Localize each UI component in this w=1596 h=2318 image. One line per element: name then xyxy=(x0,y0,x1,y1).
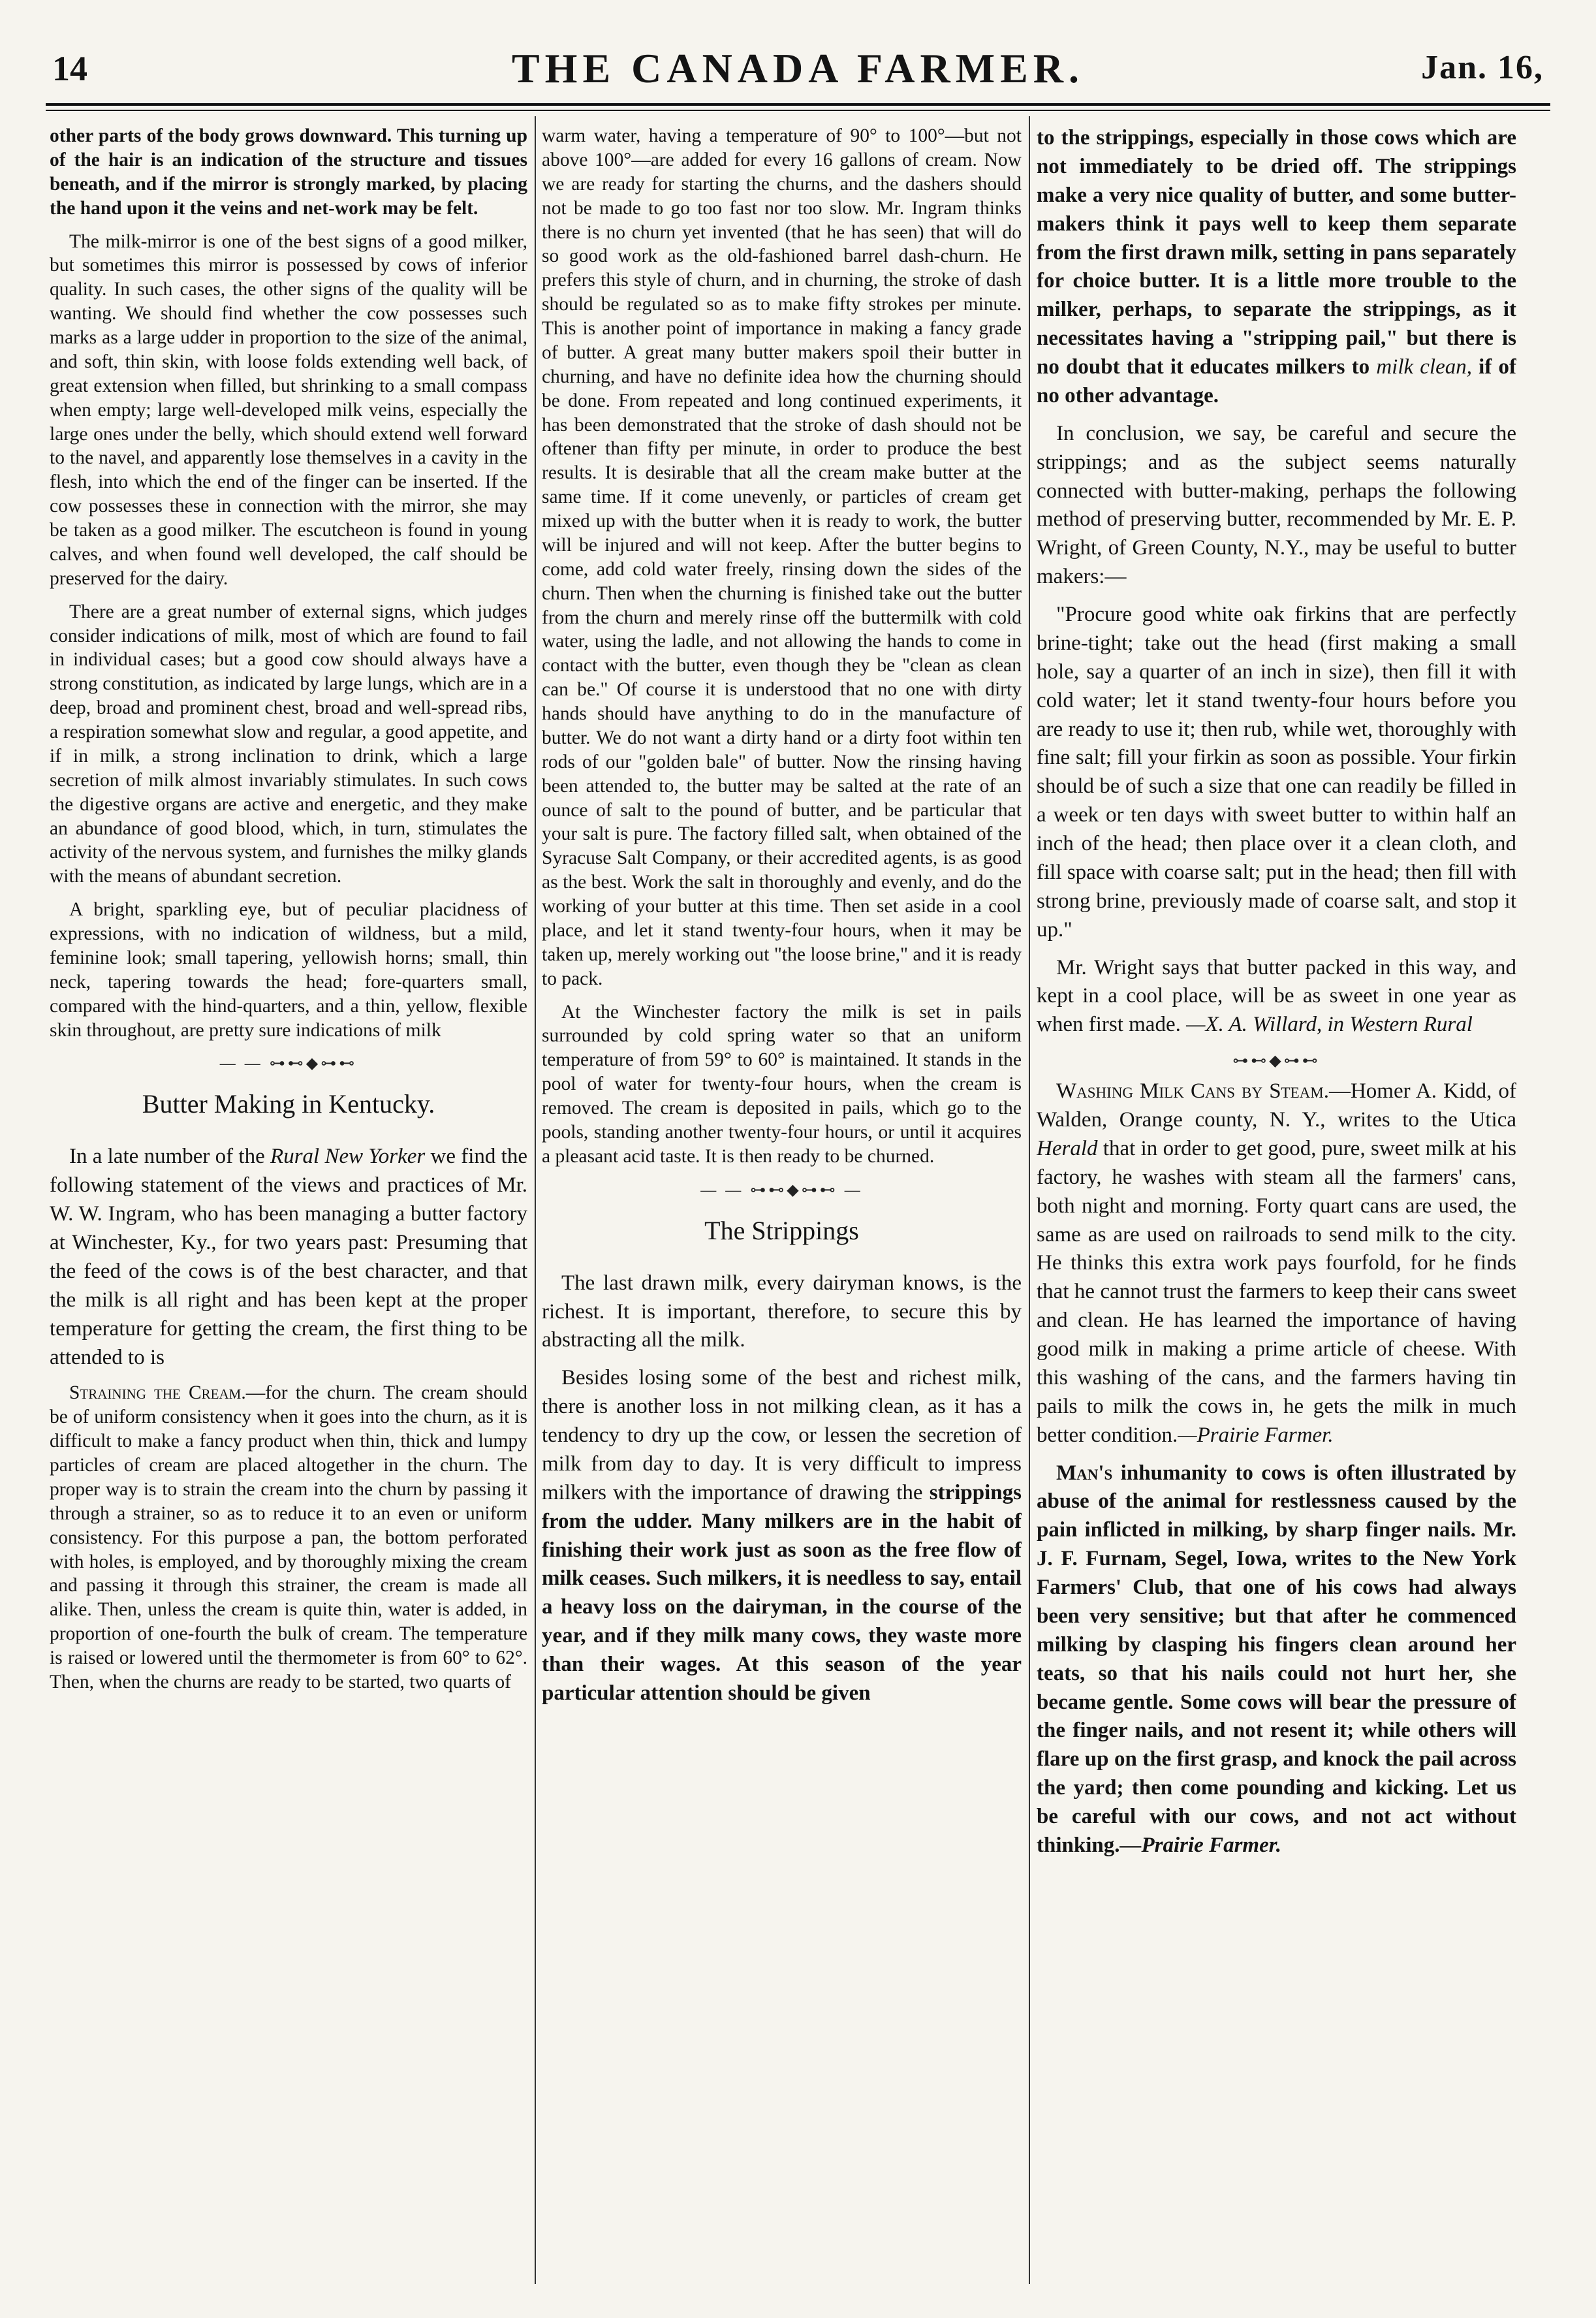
article-paragraph: Mr. Wright says that butter packed in this way, and kept in a cool place, will be as sweet in one year as when first made. —X. A. Willard, in Western Rural xyxy=(1037,955,1516,1037)
article-paragraph: to the strippings, especially in those cows which are not immediately to be dried off. The strippings make a very nice quality of butter, and some butter-makers think it pays well to keep them separate from the first drawn milk, setting in pans separately for choice butter. It is a little more trouble to the milker, perhaps, to separate the strippings, as it necessitates having a "stripping pail," but there is no doubt that it educates milkers to milk clean, if of no other advantage. xyxy=(1037,126,1516,407)
article-paragraph: The milk-mirror is one of the best signs of a good milker, but sometimes this mirror is possessed by cows of inferior quality. In such cases, the other signs of the quality will be wanting. We should find whether the cow possesses such marks as a large udder in proportion to the size of the animal, and soft, thin skin, with loose folds extending well back, of great extension when filled, but shrinking to a small compass when empty; large well-developed milk veins, especially the large ones under the belly, which should extend well forward to the navel, and apparently lose themselves in a cavity in the flesh, into which the end of the finger can be inserted. If the cow possesses these in connection with the mirror, she may be taken as a good milker. The escutcheon is found in young calves, and when found well developed, the calf should be preserved for the dairy. xyxy=(50,230,527,589)
column-divider xyxy=(1029,116,1030,2284)
column-2 xyxy=(542,124,1022,2279)
section-separator: — — ⊶⊷◆⊶⊷ — xyxy=(700,1181,863,1199)
article-paragraph: There are a great number of external signs, which judges consider indications of milk, most of which are found to fail in individual cases; but a good cow should always have a strong constitution, as indicated by large lungs, which are in a deep, broad and prominent chest, broad and well-spread ribs, a respiration somewhat slow and regular, a good appetite, and if in milk, a strong inclination to drink, which a large secretion of milk almost invariably stimulates. In such cows the digestive organs are active and energetic, and they make an abundance of good blood, which, in turn, stimulates the activity of the nervous system, and furnishes the milky glands with the means of abundant secretion. xyxy=(50,601,527,887)
source-credit: —Prairie Farmer. xyxy=(1119,1833,1282,1857)
section-separator: — — ⊶⊷◆⊶⊷ xyxy=(219,1055,358,1073)
article-paragraph: At the Winchester factory the milk is set in pails surrounded by cold spring water so that an uniform temperature of from 59° to 60° is maintained. It stands in the pool of water for twenty-four hours, when the cream is removed. The cream is deposited in pails, which go to the pools, standing another twenty-four hours, or until it acquires a pleasant acid taste. It is then ready to be churned. xyxy=(542,1001,1022,1167)
page-number: 14 xyxy=(52,49,87,88)
article-paragraph: Besides losing some of the best and richest milk, there is another loss in not milking clean, as it has a tendency to dry up the cow, or lessen the secretion of milk from day to day. It is very difficult to impress milkers with the importance of drawing the strippings from the udder. Many milkers are in the habit of finishing their work just as soon as the free flow of milk ceases. Such milkers, it is needless to say, entail a heavy loss on the dairyman, in the course of the year, and if they milk many cows, they waste more than their wages. At this season of the year particular attention should be given xyxy=(542,1366,1022,1705)
article-paragraph: A bright, sparkling eye, but of peculiar placidness of expressions, with no indication of wildness, but a mild, feminine look; small tapering, yellowish horns; small, thin neck, tapering towards the head; fore-quarters small, compared with the hind-quarters, and a thin, yellow, flexible skin throughout, are pretty sure indications of milk xyxy=(50,899,527,1041)
column-divider xyxy=(535,116,536,2284)
paragraph-lead: Man's xyxy=(1056,1461,1113,1485)
source-credit: —Prairie Farmer. xyxy=(1178,1423,1334,1447)
paragraph-lead: Straining the Cream. xyxy=(69,1382,246,1404)
article-heading: Butter Making in Kentucky. xyxy=(142,1089,435,1119)
article-paragraph: "Procure good white oak firkins that are perfectly brine-tight; take out the head (first making a small hole, say a quarter of an inch in size), then fill it with cold water; let it stand twenty-four hours before you are ready to use it; then rub, while wet, thoroughly with fine salt; fill your firkin as soon as possible. Your firkin should be of such a size that one can readily be filled in a week or ten days with sweet butter to within half an inch of the head; then place over it a clean cloth, and fill space with coarse salt; put in the head; then fill with strong brine, previously made of coarse salt, and stop it up." xyxy=(1037,603,1516,942)
paragraph-lead: Washing Milk Cans by Steam. xyxy=(1056,1079,1329,1103)
column-3 xyxy=(1037,124,1516,2279)
article-paragraph: Straining the Cream.—for the churn. The cream should be of uniform consistency when it goes into the churn, as it is difficult to make a fancy product when thin, thick and lumpy particles of cream are placed altogether in the churn. The proper way is to strain the cream into the churn by passing it through a strainer, so as to reduce it to an even or uniform consistency. For this purpose a pan, the bottom perforated with holes, is employed, and by thoroughly mixing the cream and passing it through this strainer, the cream is made all alike. Then, unless the cream is quite thin, water is added, in proportion of one-fourth the bulk of cream. The temperature is raised or lowered until the thermometer is from 60° to 62°. Then, when the churns are ready to be started, two quarts of xyxy=(50,1382,527,1692)
header-rule xyxy=(46,103,1550,111)
article-paragraph: warm water, having a temperature of 90° to 100°—but not above 100°—are added for every 16 gallons of cream. Now we are ready for starting the churns, and the dashers should not be made to go too fast nor too slow. Mr. Ingram thinks there is no churn yet invented (that he has seen) that will do so good work as the old-fashioned barrel dash-churn. He prefers this style of churn, and in churning, the stroke of dash should be regulated so as to make fifty strokes per minute. This is another point of importance in making a fancy grade of butter. A great many butter makers spoil their butter in churning, and have no definite idea how the churning should be done. From repeated and long continued experiments, it has been demonstrated that the stroke of dash should not be oftener than fifty per minute, in order to produce the best results. It is desirable that all the cream make butter at the same time. If it come unevenly, or particles of cream get mixed up with the butter when it is ready to work, the butter will be injured and will not keep. After the butter begins to come, add cold water freely, rinsing down the sides of the churn. Then when the churning is finished take out the butter from the churn and merely rinse off the buttermilk with cold water, using the ladle, and not allowing the hands to come in contact with the butter, even though they be "clean as clean can be." Of course it is understood that no one with dirty hands should have anything to do in the manufacture of butter. We do not want a dirty hand or a dirty foot within ten rods of our "golden bale" of butter. Now the rinsing having been attended to, the butter may be salted at the rate of an ounce of salt to the pound of butter, and be particular that your salt is pure. The factory filled salt, when obtained of the Syracuse Salt Company, or their accredited agents, is as good as the best. Work the salt in thoroughly and evenly, and do the working of your butter at this time. Then set aside in a cool place, and let it stand twenty-four hours, when it may be taken up, merely working out "the loose brine," and it is ready to pack. xyxy=(542,125,1022,989)
section-separator: ⊶⊷◆⊶⊷ xyxy=(1232,1053,1321,1070)
issue-date: Jan. 16, xyxy=(1421,49,1544,86)
article-paragraph: Man's inhumanity to cows is often illustrated by abuse of the animal for restlessness caused by the pain inflicted in milking, by sharp finger nails. Mr. J. F. Furnam, Segel, Iowa, writes to the New York Farmers' Club, that one of his cows had always been very sensitive; but that after he commenced milking by clasping his fingers clean around her teats, so that his nails could not hurt her, she became gentle. Some cows will bear the pressure of the finger nails, and not resent it; while others will flare up on the first grasp, and knock the pail across the yard; then come pounding and kicking. Let us be careful with our cows, and not act without thinking.—Prairie Farmer. xyxy=(1037,1461,1516,1857)
article-heading: The Strippings xyxy=(704,1215,859,1245)
article-paragraph: In conclusion, we say, be careful and secure the strippings; and as the subject seems naturally connected with butter-making, perhaps the following method of preserving butter, recommended by Mr. E. P. Wright, of Green County, N.Y., may be useful to butter makers:— xyxy=(1037,421,1516,589)
column-1 xyxy=(50,124,527,2279)
article-paragraph: other parts of the body grows downward. This turning up of the hair is an indication of the structure and tissues beneath, and if the mirror is strongly marked, by placing the hand upon it the veins and net-work may be felt. xyxy=(50,125,527,219)
article-paragraph: Washing Milk Cans by Steam.—Homer A. Kidd, of Walden, Orange county, N. Y., writes to the Utica Herald that in order to get good, pure, sweet milk at his factory, he washes with steam all the farmers' cans, both night and morning. Forty quart cans are used, the same as are used on railroads to send milk to the city. He thinks this extra work pays fourfold, for he finds that he cannot trust the farmers to keep their cans sweet and clean. He has learned the importance of having good milk in making a prime article of cheese. With this washing of the cans, and the farmers having tin pails to milk the cows in, he gets the milk in much better condition.—Prairie Farmer. xyxy=(1037,1079,1516,1447)
article-paragraph: The last drawn milk, every dairyman knows, is the richest. It is important, therefore, to secure this by abstracting all the milk. xyxy=(542,1271,1022,1352)
article-paragraph: In a late number of the Rural New Yorker we find the following statement of the views and practices of Mr. W. W. Ingram, who has been managing a butter factory at Winchester, Ky., for two years past: Presuming that the feed of the cows is of the best character, and that the milk is all right and has been kept at the proper temperature for getting the cream, the first thing to be attended to is xyxy=(50,1145,527,1369)
masthead-title: THE CANADA FARMER. xyxy=(511,45,1085,91)
page-header xyxy=(46,39,1550,91)
